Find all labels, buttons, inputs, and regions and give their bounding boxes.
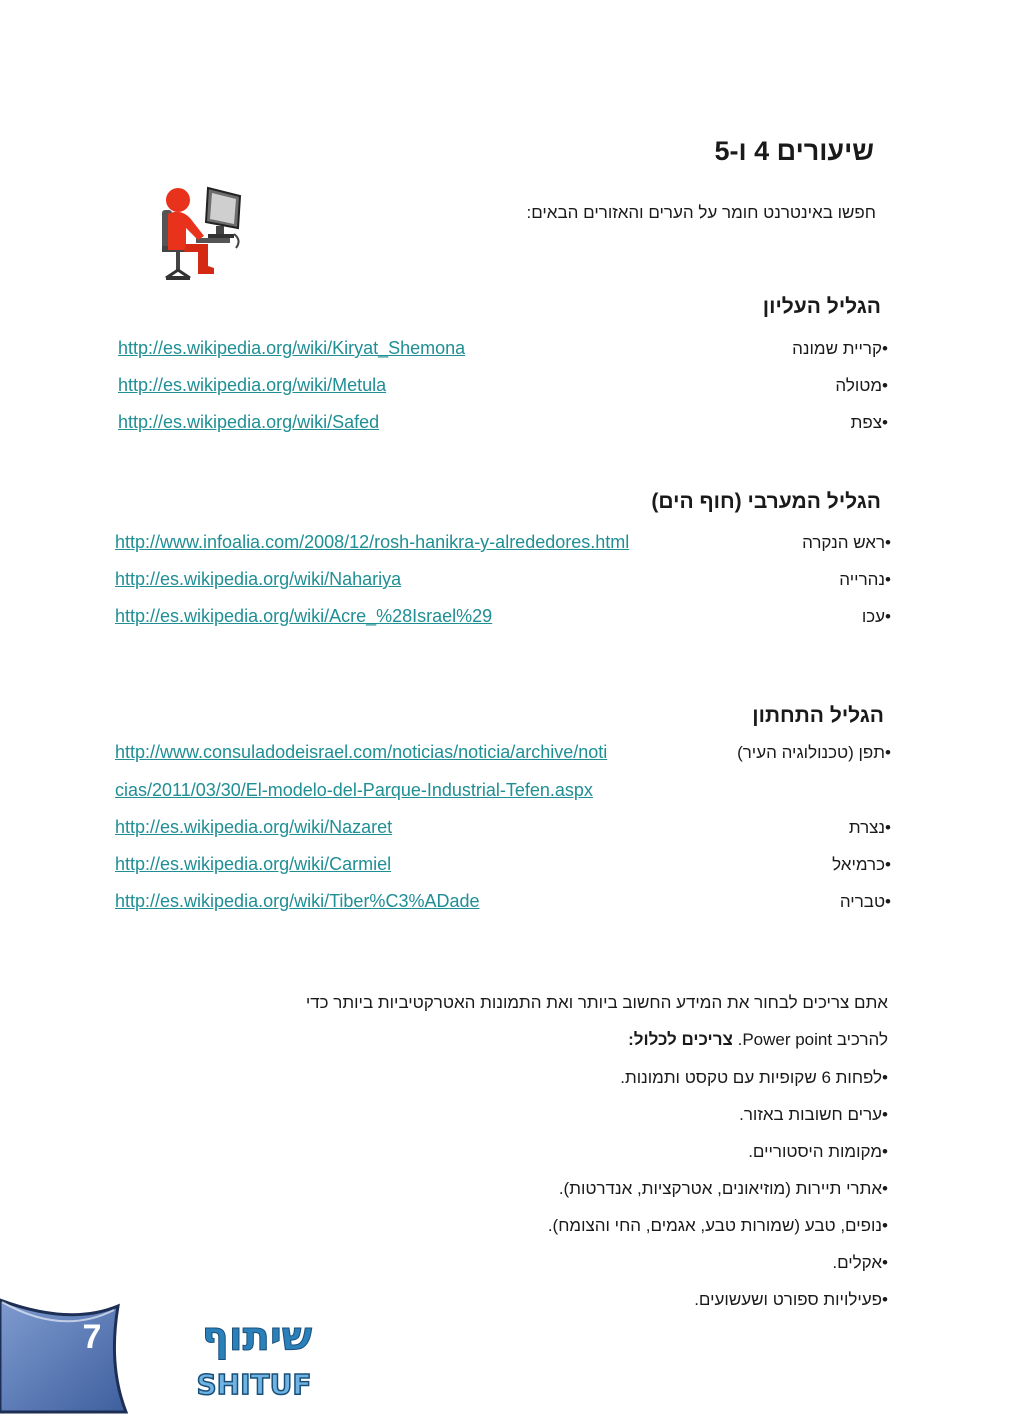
city-link[interactable]: http://es.wikipedia.org/wiki/Metula xyxy=(118,375,387,395)
city-link[interactable]: http://es.wikipedia.org/wiki/Acre_%28Israel%29 xyxy=(115,606,493,626)
requirement-item: •פעילויות ספורט ושעשועים. xyxy=(694,1290,888,1309)
city-label: •תפן (טכנולוגיה העיר) xyxy=(737,743,891,762)
city-link[interactable]: http://es.wikipedia.org/wiki/Safed xyxy=(118,412,380,432)
city-link[interactable]: http://es.wikipedia.org/wiki/Kiryat_Shemona xyxy=(118,338,466,358)
page-number: 7 xyxy=(82,1318,102,1356)
logo-latin-text: SHITUF xyxy=(196,1368,312,1401)
requirement-item: •לפחות 6 שקופיות עם טקסט ותמונות. xyxy=(620,1068,888,1087)
requirement-item: •מקומות היסטוריים. xyxy=(748,1142,888,1161)
city-link[interactable]: http://www.infoalia.com/2008/12/rosh-hanikra-y-alrededores.html xyxy=(115,532,630,552)
logo-hebrew-text: שיתוף xyxy=(201,1314,313,1360)
city-label: •עכו xyxy=(861,607,891,626)
city-label: •מטולה xyxy=(835,376,888,395)
section-heading-western-galilee: הגליל המערבי (חוף הים) xyxy=(651,490,881,513)
city-label: •נהרייה xyxy=(839,570,891,589)
city-link[interactable]: http://es.wikipedia.org/wiki/Nazaret xyxy=(115,817,393,837)
section-heading-lower-galilee: הגליל התחתון xyxy=(752,704,884,727)
city-label: •כרמיאל xyxy=(832,855,891,874)
city-label: •ראש הנקרה xyxy=(802,533,891,552)
requirement-item: •אתרי תיירות (מוזיאונים, אטרקציות, אנדרטות). xyxy=(558,1179,888,1198)
instructions-bold: צריכים לכלול: xyxy=(628,1030,733,1049)
person-at-computer-icon xyxy=(156,182,246,286)
city-label: •צפת xyxy=(850,413,888,432)
instructions-prefix: להרכיב Power point. xyxy=(737,1030,888,1049)
city-link[interactable]: http://es.wikipedia.org/wiki/Carmiel xyxy=(115,854,392,874)
requirement-item: •אקלים. xyxy=(832,1253,888,1272)
city-link[interactable]: http://es.wikipedia.org/wiki/Nahariya xyxy=(115,569,402,589)
city-label: •קריית שמונה xyxy=(792,339,888,358)
section-heading-upper-galilee: הגליל העליון xyxy=(762,295,881,318)
intro-text: חפשו באינטרנט חומר על הערים והאזורים הבאים: xyxy=(526,203,876,222)
shituf-logo xyxy=(192,1306,322,1406)
city-link[interactable]: http://es.wikipedia.org/wiki/Tiber%C3%ADade xyxy=(115,891,480,911)
page-title: שיעורים 4 ו-5 xyxy=(714,136,874,166)
requirement-item: •נופים, טבע (שמורות טבע, אגמים, החי והצומח). xyxy=(547,1216,888,1235)
page-corner xyxy=(0,1296,140,1414)
instructions-line-2 xyxy=(628,1030,888,1050)
city-label: •טבריה xyxy=(839,892,891,911)
city-link-continuation[interactable]: cias/2011/03/30/El-modelo-del-Parque-Industrial-Tefen.aspx xyxy=(115,780,593,800)
city-link[interactable]: http://www.consuladodeisrael.com/noticias/noticia/archive/noti xyxy=(115,742,608,762)
instructions-line-1: אתם צריכים לבחור את המידע החשוב ביותר ואת התמונות האטרקטיביות ביותר כדי xyxy=(305,993,888,1012)
city-label: •נצרת xyxy=(848,818,891,837)
requirement-item: •ערים חשובות באזור. xyxy=(739,1105,888,1124)
